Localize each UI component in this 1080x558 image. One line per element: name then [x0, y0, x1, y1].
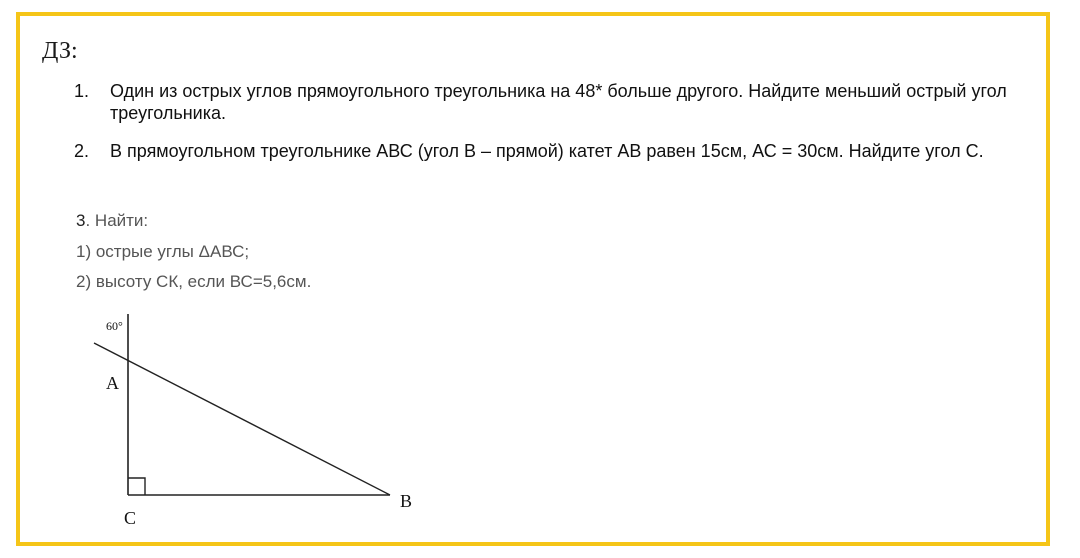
- task-1-number: 1.: [74, 81, 90, 101]
- angle-label: 60°: [106, 319, 123, 333]
- triangle-figure: [60, 296, 420, 526]
- right-angle-marker: [128, 478, 145, 495]
- task-3-number: 3: [76, 211, 86, 230]
- vertex-c-label: C: [124, 508, 137, 526]
- page-title: ДЗ:: [42, 38, 78, 64]
- task-3-heading-text: . Найти:: [85, 211, 149, 230]
- task-1: [74, 80, 1034, 124]
- task-1-text: Один из острых углов прямоугольного треугольника на 48* больше другого. Найдите меньший острый угол треугольника.: [110, 81, 1007, 123]
- line-ab-extended: [94, 343, 390, 495]
- task-2: [74, 140, 1034, 162]
- task-2-number: 2.: [74, 141, 90, 161]
- vertex-b-label: B: [400, 491, 413, 511]
- homework-frame: [16, 12, 1050, 546]
- task-3-item-1: 1) острые углы ΔАВС;: [76, 242, 250, 261]
- vertex-a-label: A: [106, 373, 119, 393]
- task-2-text: В прямоугольном треугольнике АВС (угол В – прямой) катет АВ равен 15см, АС = 30см. Найдите угол С.: [110, 141, 984, 161]
- task-3-heading: [76, 211, 148, 231]
- task-3-item-2: 2) высоту СК, если ВС=5,6см.: [76, 272, 312, 291]
